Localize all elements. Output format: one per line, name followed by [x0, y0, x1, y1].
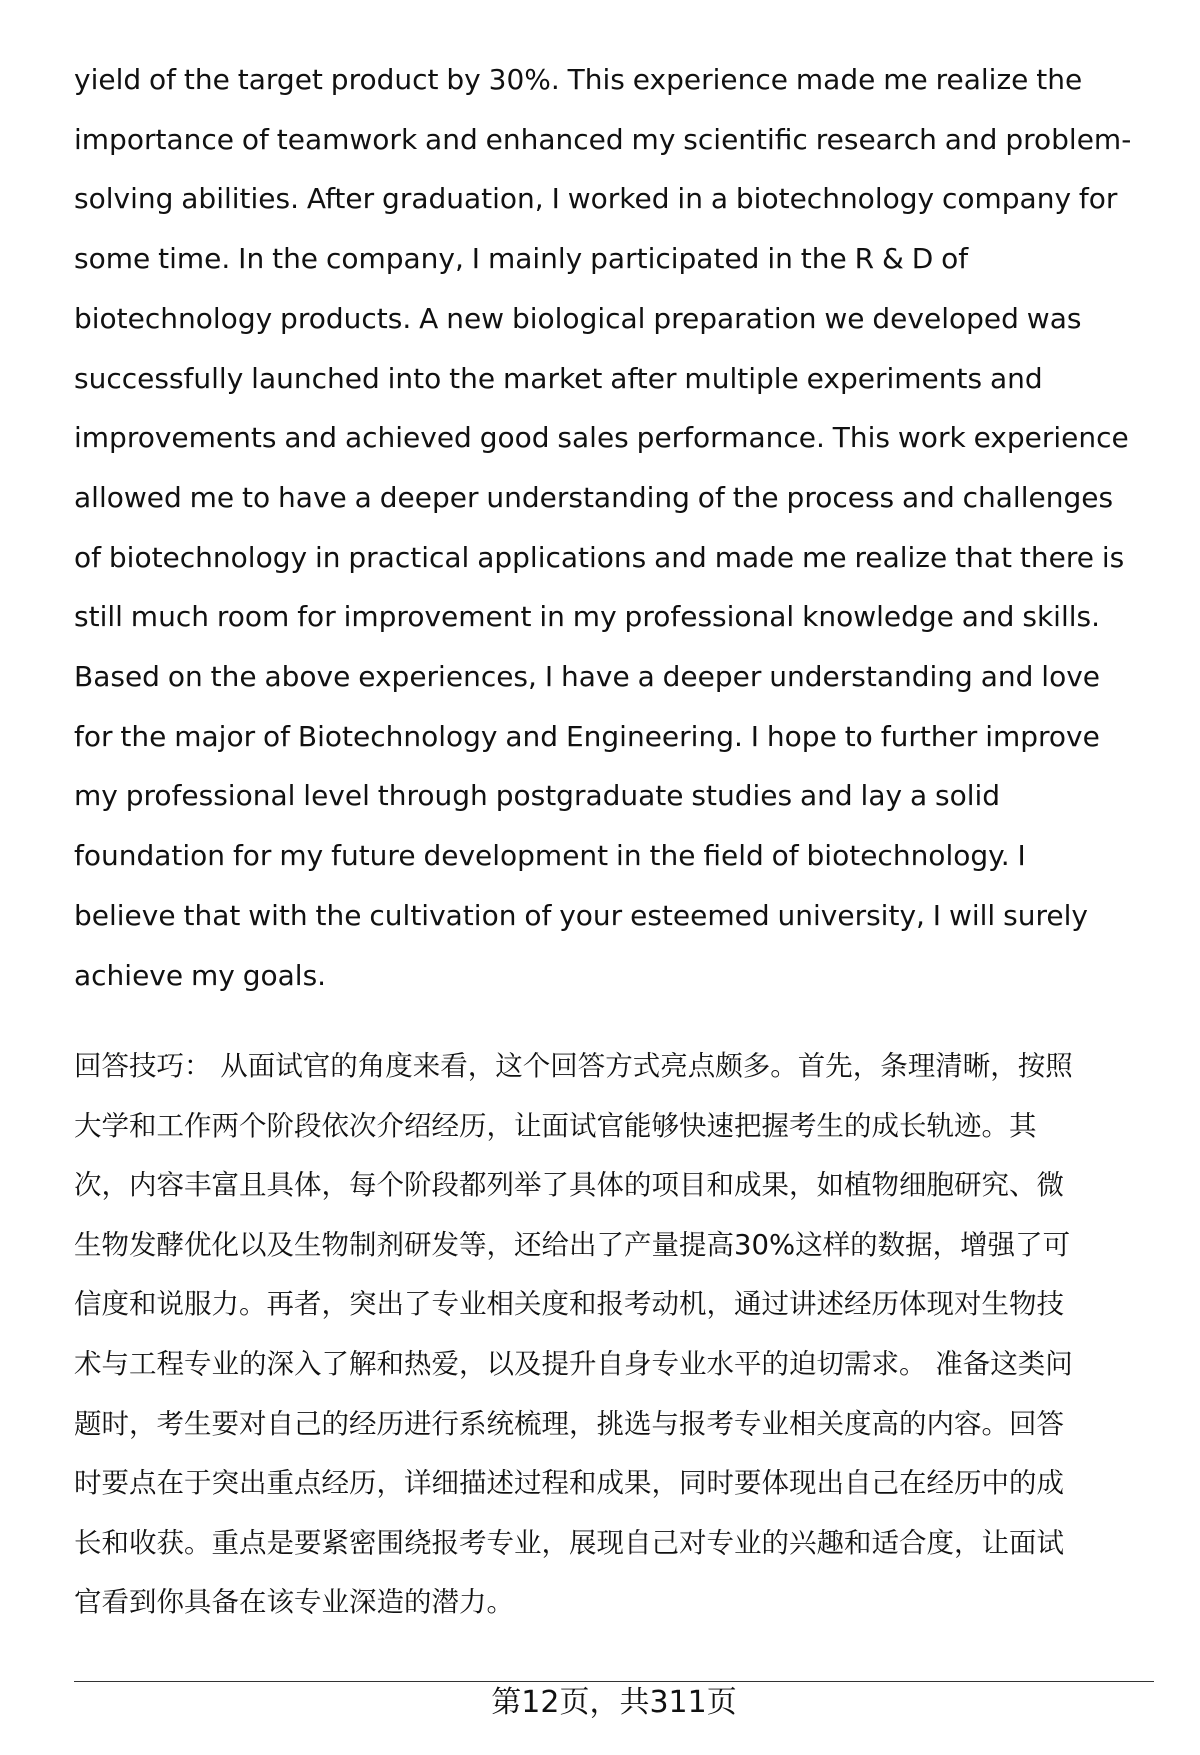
tips-line: 生物发酵优化以及生物制剂研发等，还给出了产量提高30%这样的数据，增强了可: [74, 1228, 1071, 1261]
paragraph-line: allowed me to have a deeper understanding of the process and challenges: [74, 480, 1114, 514]
paragraph-line: still much room for improvement in my professional knowledge and skills.: [74, 600, 1100, 634]
english-paragraph: [74, 50, 1154, 1005]
tips-line: 长和收获。重点是要紧密围绕报考专业，展现自己对专业的兴趣和适合度，让面试: [74, 1526, 1064, 1559]
tips-line: 信度和说服力。再者，突出了专业相关度和报考动机，通过讲述经历体现对生物技: [74, 1288, 1064, 1321]
paragraph-line: successfully launched into the market after multiple experiments and: [74, 361, 1043, 395]
answer-tips-paragraph: [74, 1037, 1154, 1633]
paragraph-line: believe that with the cultivation of your esteemed university, I will surely: [74, 898, 1088, 932]
paragraph-line: achieve my goals.: [74, 958, 327, 992]
paragraph-line: solving abilities. After graduation, I worked in a biotechnology company for: [74, 182, 1118, 216]
tips-line: 大学和工作两个阶段依次介绍经历，让面试官能够快速把握考生的成长轨迹。其: [74, 1109, 1037, 1142]
paragraph-line: foundation for my future development in the field of biotechnology. I: [74, 839, 1026, 873]
paragraph-line: for the major of Biotechnology and Engineering. I hope to further improve: [74, 719, 1100, 753]
tips-line: 次，内容丰富且具体，每个阶段都列举了具体的项目和成果，如植物细胞研究、微: [74, 1169, 1064, 1202]
paragraph-line: some time. In the company, I mainly participated in the R & D of: [74, 242, 969, 276]
paragraph-line: importance of teamwork and enhanced my scientific research and problem-: [74, 122, 1132, 156]
paragraph-line: my professional level through postgraduate studies and lay a solid: [74, 779, 1001, 813]
tips-line: 术与工程专业的深入了解和热爱，以及提升自身专业水平的迫切需求。 准备这类问: [74, 1347, 1073, 1380]
paragraph-line: improvements and achieved good sales performance. This work experience: [74, 421, 1129, 455]
tips-line: 回答技巧： 从面试官的角度来看，这个回答方式亮点颇多。首先，条理清晰，按照: [74, 1050, 1073, 1082]
paragraph-line: biotechnology products. A new biological preparation we developed was: [74, 301, 1082, 335]
tips-line: 官看到你具备在该专业深造的潜力。: [74, 1586, 514, 1619]
page-number: 第12页，共311页: [491, 1685, 737, 1720]
paragraph-line: Based on the above experiences, I have a deeper understanding and love: [74, 660, 1101, 694]
paragraph-line: yield of the target product by 30%. This experience made me realize the: [74, 63, 1083, 96]
tips-line: 时要点在于突出重点经历，详细描述过程和成果，同时要体现出自己在经历中的成: [74, 1467, 1064, 1500]
footer-divider: [74, 1681, 1154, 1682]
paragraph-line: of biotechnology in practical applications and made me realize that there is: [74, 540, 1125, 574]
tips-line: 题时，考生要对自己的经历进行系统梳理，挑选与报考专业相关度高的内容。回答: [74, 1407, 1064, 1440]
